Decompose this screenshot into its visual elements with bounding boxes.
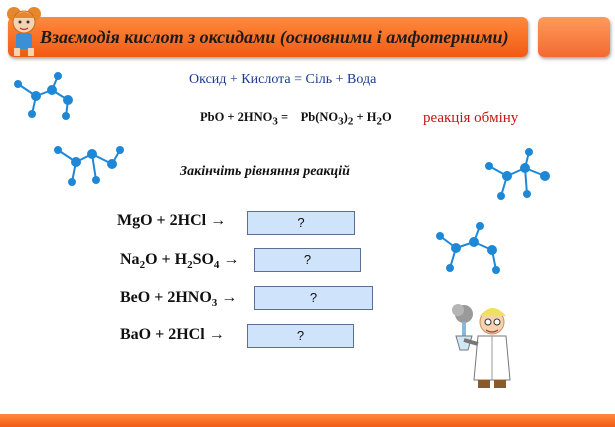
- equation-bao: BaO + 2HCl →: [120, 326, 225, 343]
- answer-field-bao[interactable]: ?: [247, 324, 354, 348]
- answer-field-na2o[interactable]: ?: [254, 248, 361, 272]
- answer-field-mgo[interactable]: ?: [247, 211, 355, 235]
- equation-na2o: $Na_2O + H_2SO_4$ →: [120, 251, 240, 272]
- bottom-bar: [0, 414, 615, 427]
- molecule-icon: [483, 148, 558, 206]
- equation-beo: BeO + $2HNO_3$ →: [120, 289, 238, 310]
- molecule-icon: [434, 220, 509, 278]
- molecule-icon: [10, 70, 80, 125]
- task-title: Закінчіть рівняння реакцій: [180, 164, 350, 179]
- slide-title: Взаємодія кислот з оксидами (основними і амфотерними): [40, 27, 509, 47]
- answer-field-beo[interactable]: ?: [254, 286, 373, 310]
- example-left: PbO + $2HNO_3$ =: [200, 110, 289, 128]
- general-rule: Оксид + Кислота = Сіль + Вода: [189, 72, 377, 87]
- exchange-reaction-label: реакція обміну: [423, 110, 519, 126]
- title-bar-side-tab: [538, 17, 610, 57]
- scientist-icon: [440, 300, 525, 392]
- example-equation: [200, 110, 392, 128]
- girl-mascot-icon: [2, 2, 46, 58]
- equation-mgo: MgO + 2HCl →: [117, 212, 227, 229]
- example-right: $Pb(NO_3)_2 + H_2O$: [300, 110, 392, 128]
- molecule-icon: [52, 140, 127, 195]
